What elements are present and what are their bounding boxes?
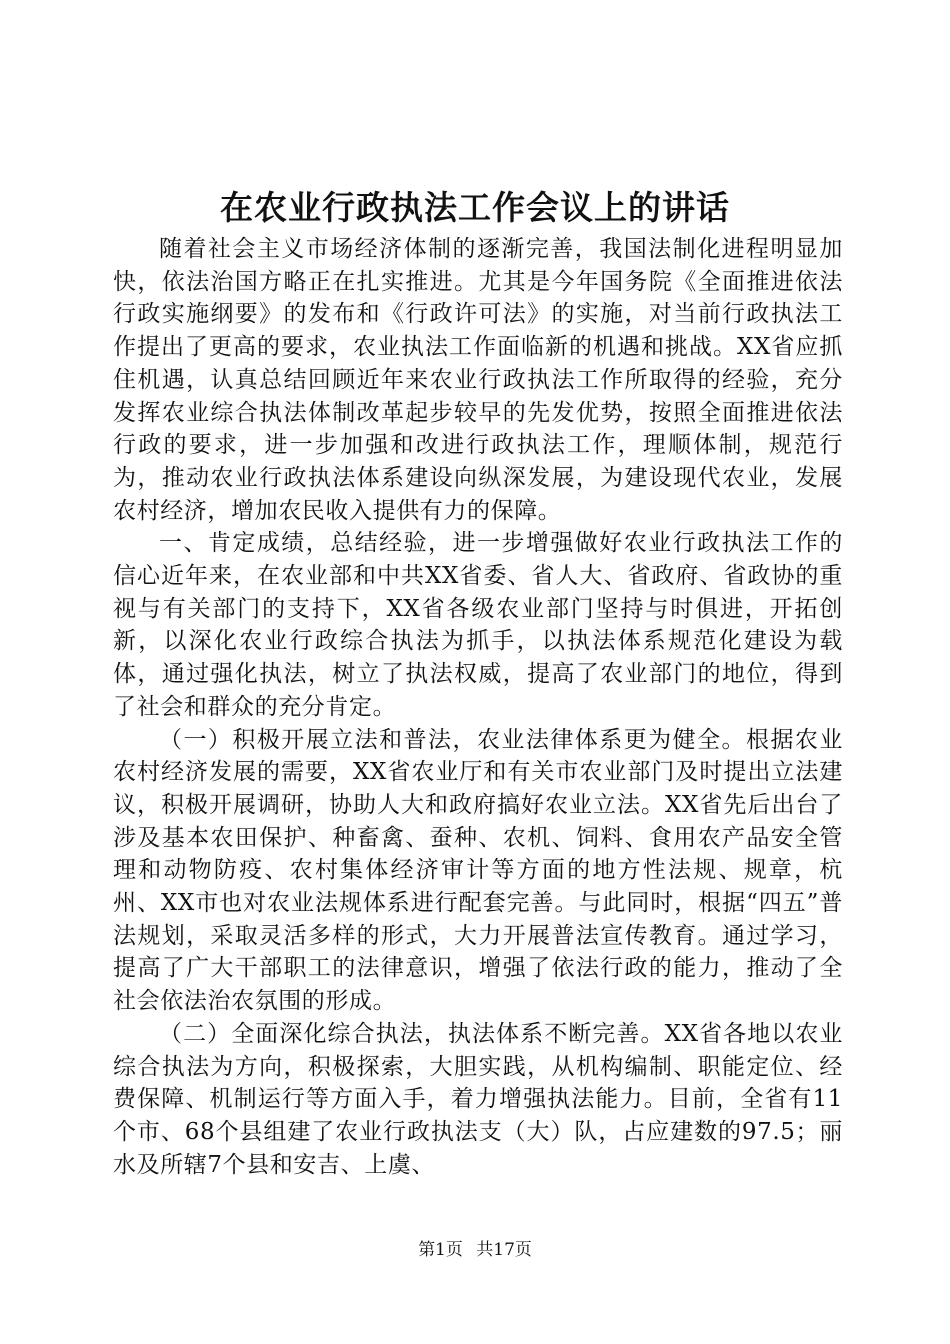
paragraph-subsection-one: （一）积极开展立法和普法，农业法律体系更为健全。根据农业农村经济发展的需要，XX省农业厅和有关市农业部门及时提出立法建议，积极开展调研，协助人大和政府搞好农业立法。XX省先后出台了涉及基本农田保护、种畜禽、蚕种、农机、饲料、食用农产品安全管理和动物防疫、农村集体经济审计等方面的地方性法规、规章，杭州、XX市也对农业法规体系进行配套完善。与此同时，根据“四五”普法规划，采取灵活多样的形式，大力开展普法宣传教育。通过学习，提高了广大干部职工的法律意识，增强了依法行政的能力，推动了全社会依法治农氛围的形成。 [113, 726, 843, 1015]
page-number: 第1页 [418, 1240, 463, 1260]
document-body [113, 233, 843, 1181]
page-total: 共17页 [476, 1240, 532, 1260]
paragraph-section-one: 一、肯定成绩，总结经验，进一步增强做好农业行政执法工作的信心近年来，在农业部和中共XX省委、省人大、省政府、省政协的重视与有关部门的支持下，XX省各级农业部门坚持与时俱进，开拓创新，以深化农业行政综合执法为抓手，以执法体系规范化建设为载体，通过强化执法，树立了执法权威，提高了农业部门的地位，得到了社会和群众的充分肯定。 [113, 530, 843, 720]
page-footer [0, 1238, 950, 1262]
paragraph-subsection-two: （二）全面深化综合执法，执法体系不断完善。XX省各地以农业综合执法为方向，积极探索，大胆实践，从机构编制、职能定位、经费保障、机制运行等方面入手，着力增强执法能力。目前，全省有11个市、68个县组建了农业行政执法支（大）队，占应建数的97.5；丽水及所辖7个县和安吉、上虞、 [113, 1020, 843, 1178]
paragraph-intro: 随着社会主义市场经济体制的逐渐完善，我国法制化进程明显加快，依法治国方略正在扎实推进。尤其是今年国务院《全面推进依法行政实施纲要》的发布和《行政许可法》的实施，对当前行政执法工作提出了更高的要求，农业执法工作面临新的机遇和挑战。XX省应抓住机遇，认真总结回顾近年来农业行政执法工作所取得的经验，充分发挥农业综合执法体制改革起步较早的先发优势，按照全面推进依法行政的要求，进一步加强和改进行政执法工作，理顺体制，规范行为，推动农业行政执法体系建设向纵深发展，为建设现代农业，发展农村经济，增加农民收入提供有力的保障。 [113, 236, 843, 524]
document-title: 在农业行政执法工作会议上的讲话 [220, 188, 730, 227]
